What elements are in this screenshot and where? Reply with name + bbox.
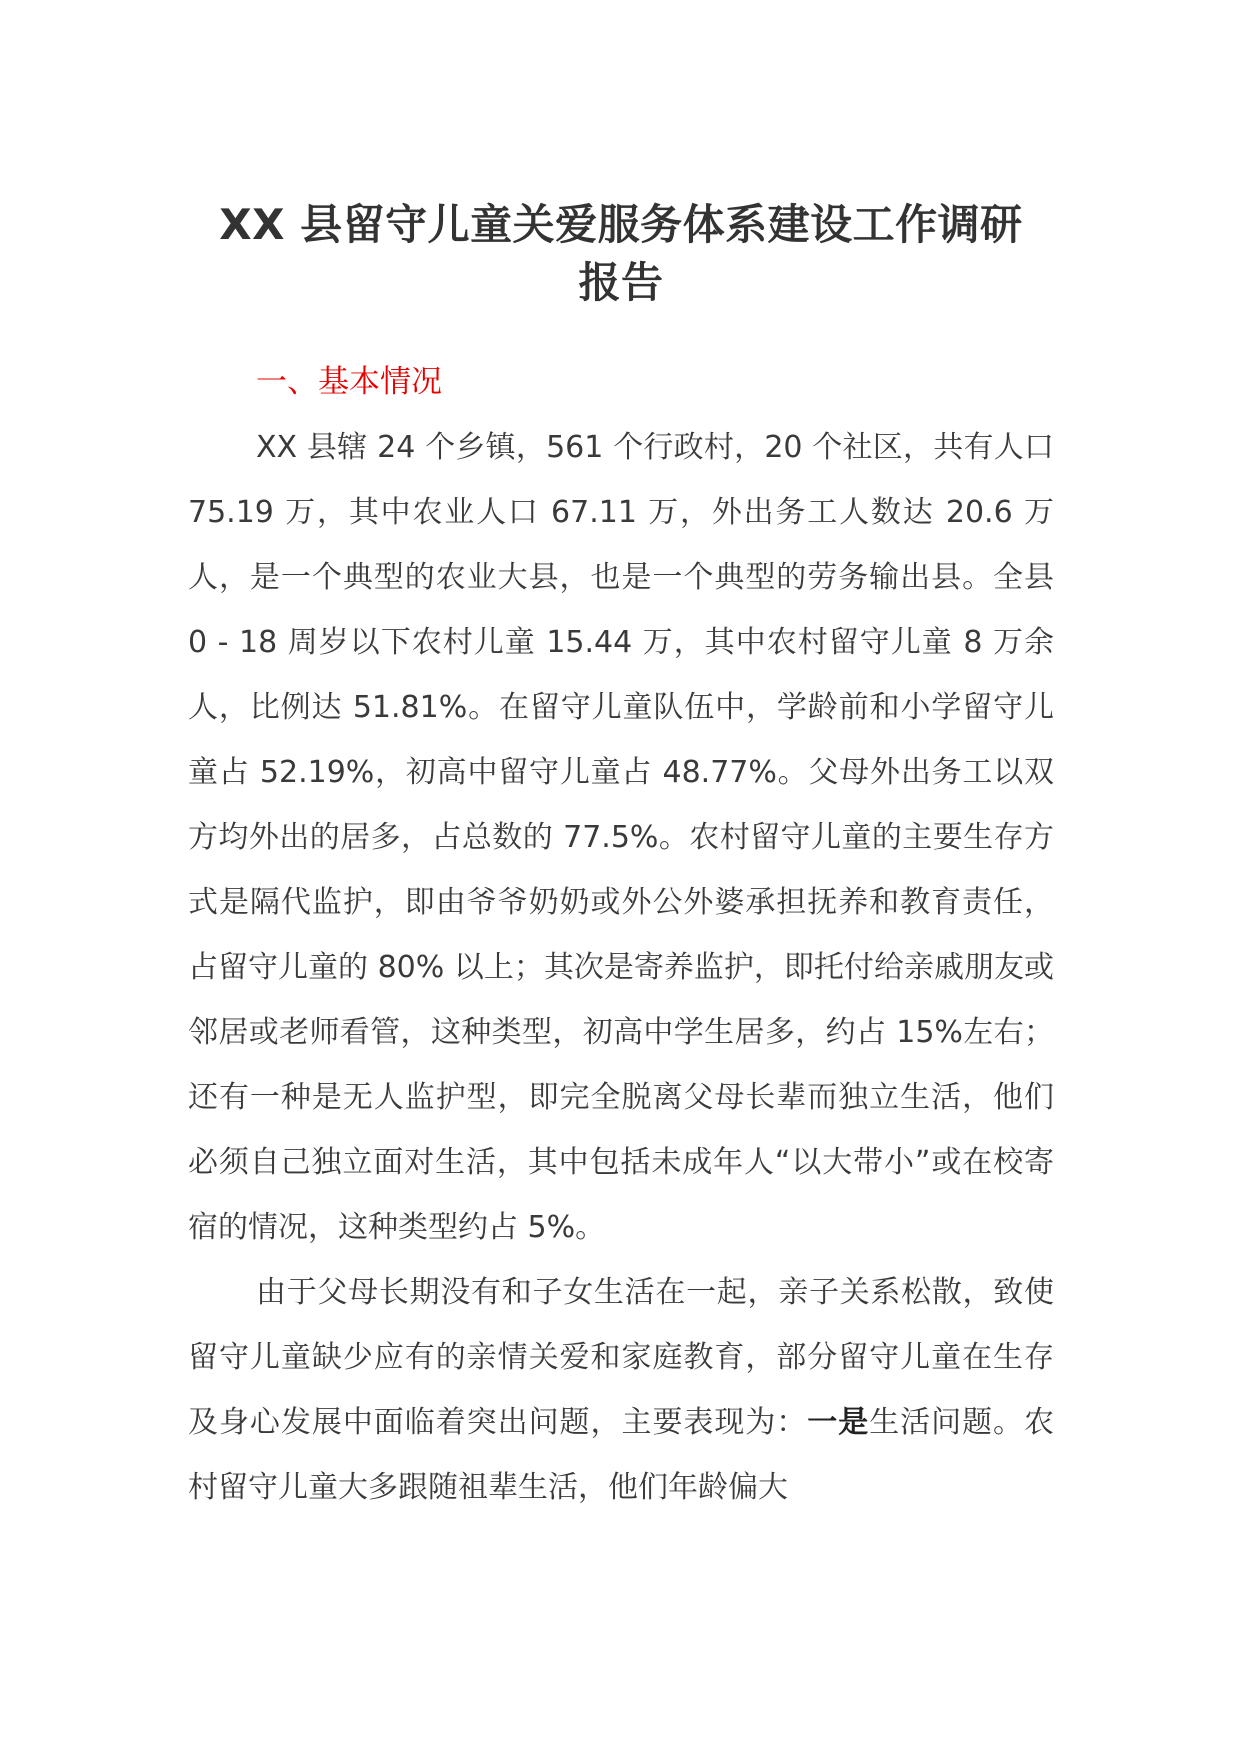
document-page: [188, 196, 1054, 1520]
paragraph-problems-text: 由于父母长期没有和子女生活在一起，亲子关系松散，致使留守儿童缺少应有的亲情关爱和家庭教育，部分留守儿童在生存及身心发展中面临着突出问题，主要表现为：: [188, 1275, 1054, 1440]
emphasis-first-point: 一是: [807, 1405, 870, 1440]
paragraph-basic-situation: XX 县辖 24 个乡镇，561 个行政村，20 个社区，共有人口 75.19 万，其中农业人口 67.11 万，外出务工人数达 20.6 万人，是一个典型的农业大县，也是一个典型的劳务输出县。全县 0 - 18 周岁以下农村儿童 15.44 万，其中农村留守儿童 8 万余人，比例达 51.81%。在留守儿童队伍中，学龄前和小学留守儿童占 52.19%，初高中留守儿童占 48.77%。父母外出务工以双方均外出的居多，占总数的 77.5%。农村留守儿童的主要生存方式是隔代监护，即由爷爷奶奶或外公外婆承担抚养和教育责任，占留守儿童的 80% 以上；其次是寄养监护，即托付给亲戚朋友或邻居或老师看管，这种类型，初高中学生居多，约占 15%左右；还有一种是无人监护型，即完全脱离父母长辈而独立生活，他们必须自己独立面对生活，其中包括未成年人“以大带小”或在校寄宿的情况，这种类型约占 5%。: [188, 430, 1054, 1245]
document-title-line-1: XX 县留守儿童关爱服务体系建设工作调研: [219, 200, 1023, 249]
section-heading: 一、基本情况: [256, 364, 442, 400]
paragraph-problems-text-continued: 生活问题。农村留守儿童大多跟随祖辈生活，他们年龄偏大: [188, 1405, 1055, 1505]
paragraph-problems: [188, 1260, 1054, 1520]
document-title: [188, 196, 1054, 312]
document-title-line-2: 报告: [578, 258, 664, 307]
